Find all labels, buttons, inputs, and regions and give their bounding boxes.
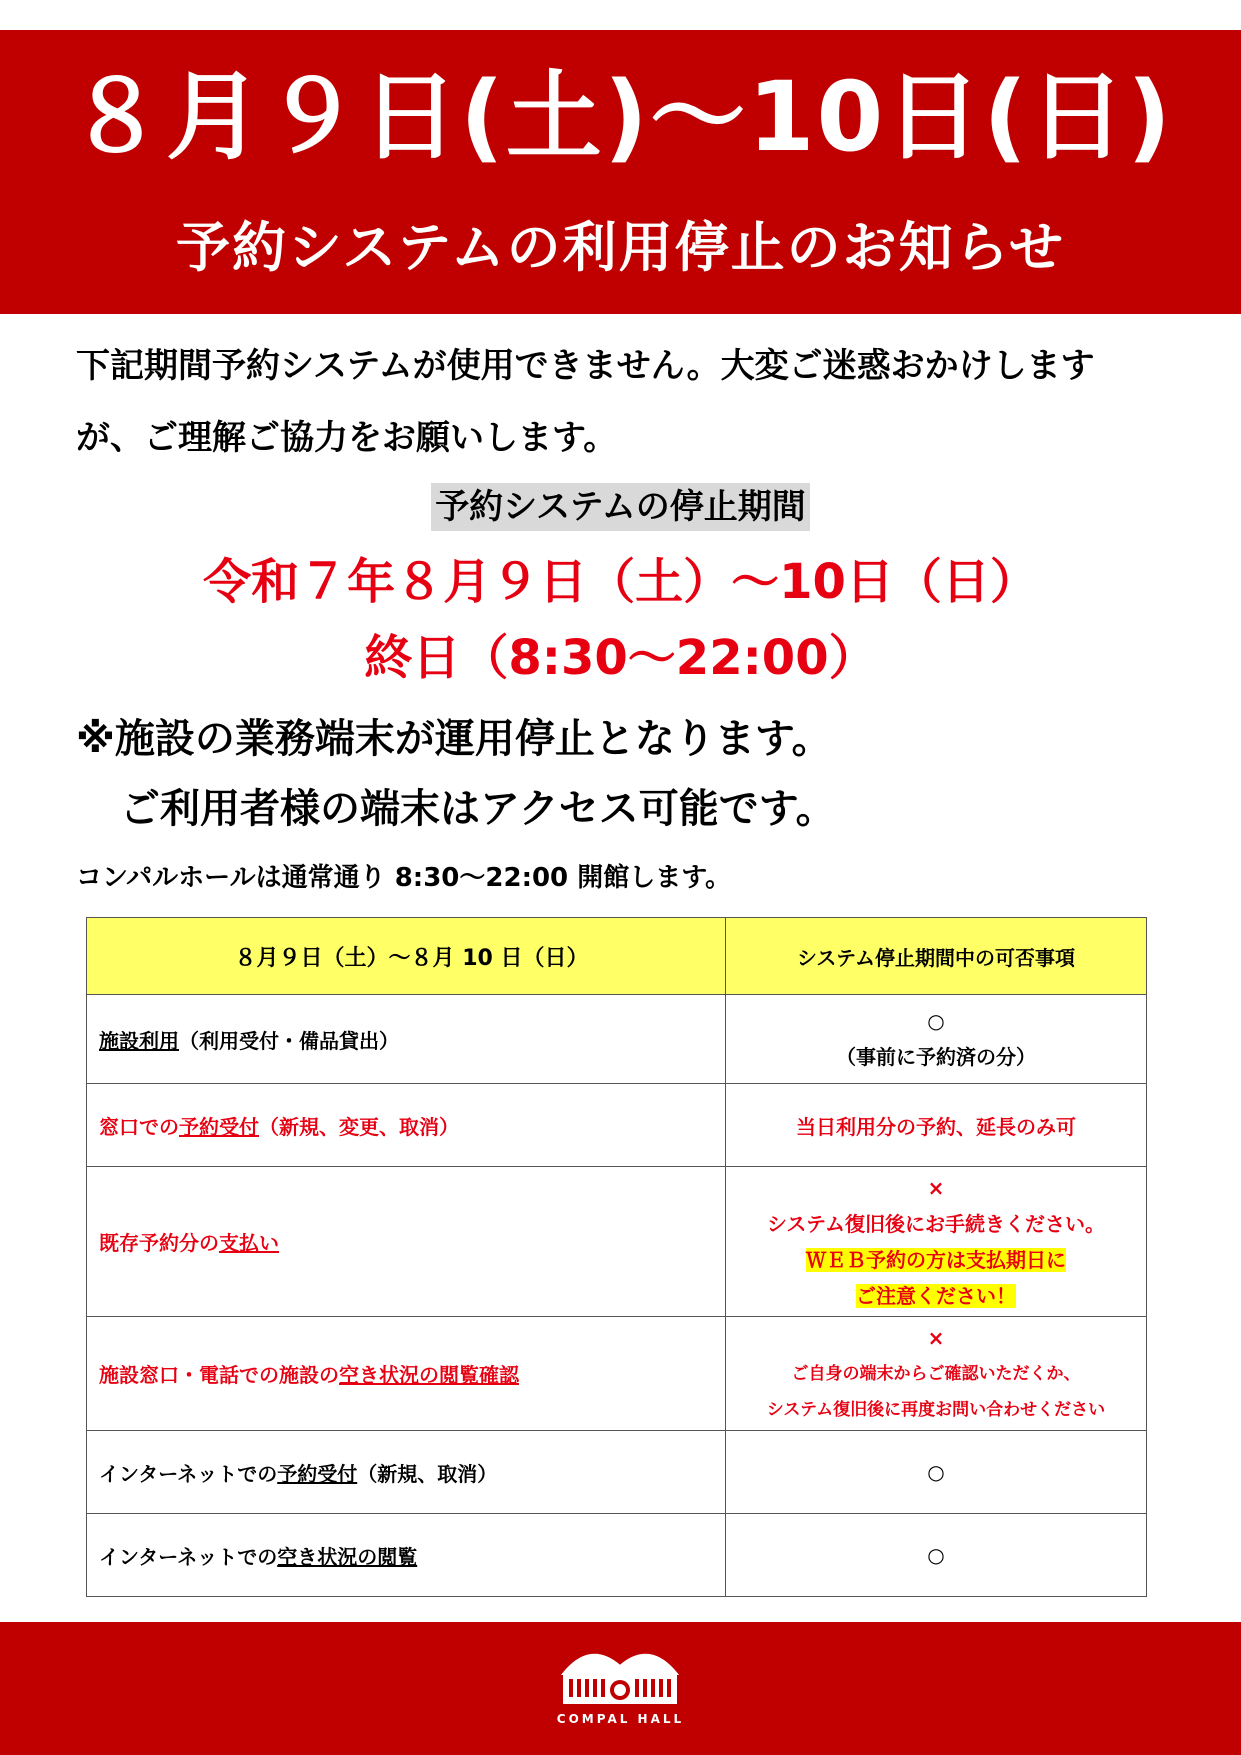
- intro-line-2: が、ご理解ご協力をお願いします。: [76, 418, 618, 458]
- compal-hall-building-icon: [555, 1634, 685, 1708]
- status-mark: ○: [927, 1009, 945, 1033]
- availability-table: [86, 917, 1147, 1597]
- note-line-1: ※施設の業務端末が運用停止となります。: [76, 716, 832, 762]
- row-item: [87, 995, 726, 1084]
- row-item-underlined: 予約受付: [277, 1461, 358, 1486]
- opening-hours: コンパルホールは通常通り 8:30～22:00 開館します。: [76, 863, 732, 893]
- logo-text: COMPAL HALL: [556, 1712, 685, 1726]
- intro-line-1: 下記期間予約システムが使用できません。大変ご迷惑おかけします: [76, 346, 1095, 386]
- row-item-rest: （利用受付・備品貸出）: [179, 1028, 399, 1053]
- row-item: [87, 1167, 726, 1317]
- table-row: [87, 1167, 1147, 1317]
- note-line-2: ご利用者様の端末はアクセス可能です。: [120, 786, 836, 832]
- row-item: [87, 1431, 726, 1514]
- row-item: [87, 1317, 726, 1431]
- table-row: [87, 1317, 1147, 1431]
- table-row: [87, 1431, 1147, 1514]
- row-item-underlined: 支払い: [219, 1231, 279, 1255]
- row-item-prefix: 窓口での: [99, 1114, 179, 1139]
- page-title: ８月９日(土)～10日(日): [67, 61, 1174, 173]
- table-row: [87, 1084, 1147, 1167]
- row-status: [726, 1167, 1147, 1317]
- status-detail: システム復旧後にお手続きください。: [767, 1211, 1105, 1236]
- terminal-note: [76, 704, 1226, 844]
- period-label: 予約システムの停止期間: [431, 483, 810, 531]
- row-item-prefix: インターネットでの: [99, 1544, 278, 1569]
- table-header-status: システム停止期間中の可否事項: [726, 918, 1147, 995]
- row-item-prefix: 既存予約分の: [99, 1231, 219, 1255]
- status-mark: ×: [927, 1175, 945, 1200]
- period-time: 終日（8:30～22:00）: [364, 630, 877, 686]
- row-item-underlined: 空き状況の閲覧: [277, 1544, 418, 1569]
- row-item-underlined: 予約受付: [179, 1114, 259, 1139]
- row-item-prefix: 施設窓口・電話での施設の: [99, 1363, 339, 1387]
- row-item-rest: （新規、変更、取消）: [259, 1114, 459, 1139]
- row-status: [726, 1084, 1147, 1167]
- row-item-underlined: 施設利用: [99, 1028, 179, 1053]
- table-header-row: [87, 918, 1147, 995]
- row-status: [726, 1514, 1147, 1597]
- table-row: [87, 1514, 1147, 1597]
- row-item-underlined: 空き状況の閲覧確認: [339, 1363, 519, 1387]
- row-item-rest: （新規、取消）: [357, 1461, 498, 1486]
- row-item: [87, 1514, 726, 1597]
- row-item: [87, 1084, 726, 1167]
- page-subtitle: 予約システムの利用停止のお知らせ: [176, 216, 1065, 279]
- status-mark: ×: [927, 1325, 945, 1350]
- status-detail: （事前に予約済の分）: [836, 1045, 1036, 1069]
- status-warning-1: ＷＥＢ予約の方は支払期日に: [806, 1247, 1066, 1272]
- status-mark: ○: [927, 1543, 945, 1567]
- row-item-prefix: インターネットでの: [99, 1461, 278, 1486]
- status-warning-2: ご注意ください！: [856, 1283, 1016, 1308]
- intro-text: [76, 330, 1176, 474]
- row-status: [726, 1431, 1147, 1514]
- row-status: [726, 995, 1147, 1084]
- row-status: [726, 1317, 1147, 1431]
- status-detail-2: システム復旧後に再度お問い合わせください: [766, 1399, 1106, 1420]
- table-row: [87, 995, 1147, 1084]
- period-label-container: [0, 483, 1241, 531]
- table-header-period: ８月９日（土）～８月 10 日（日）: [87, 918, 726, 995]
- status-detail: ご自身の端末からご確認いただくか、: [791, 1363, 1081, 1384]
- period-date: 令和７年８月９日（土）～10日（日）: [203, 554, 1038, 610]
- status-detail: 当日利用分の予約、延長のみ可: [796, 1114, 1076, 1139]
- status-mark: ○: [927, 1460, 945, 1484]
